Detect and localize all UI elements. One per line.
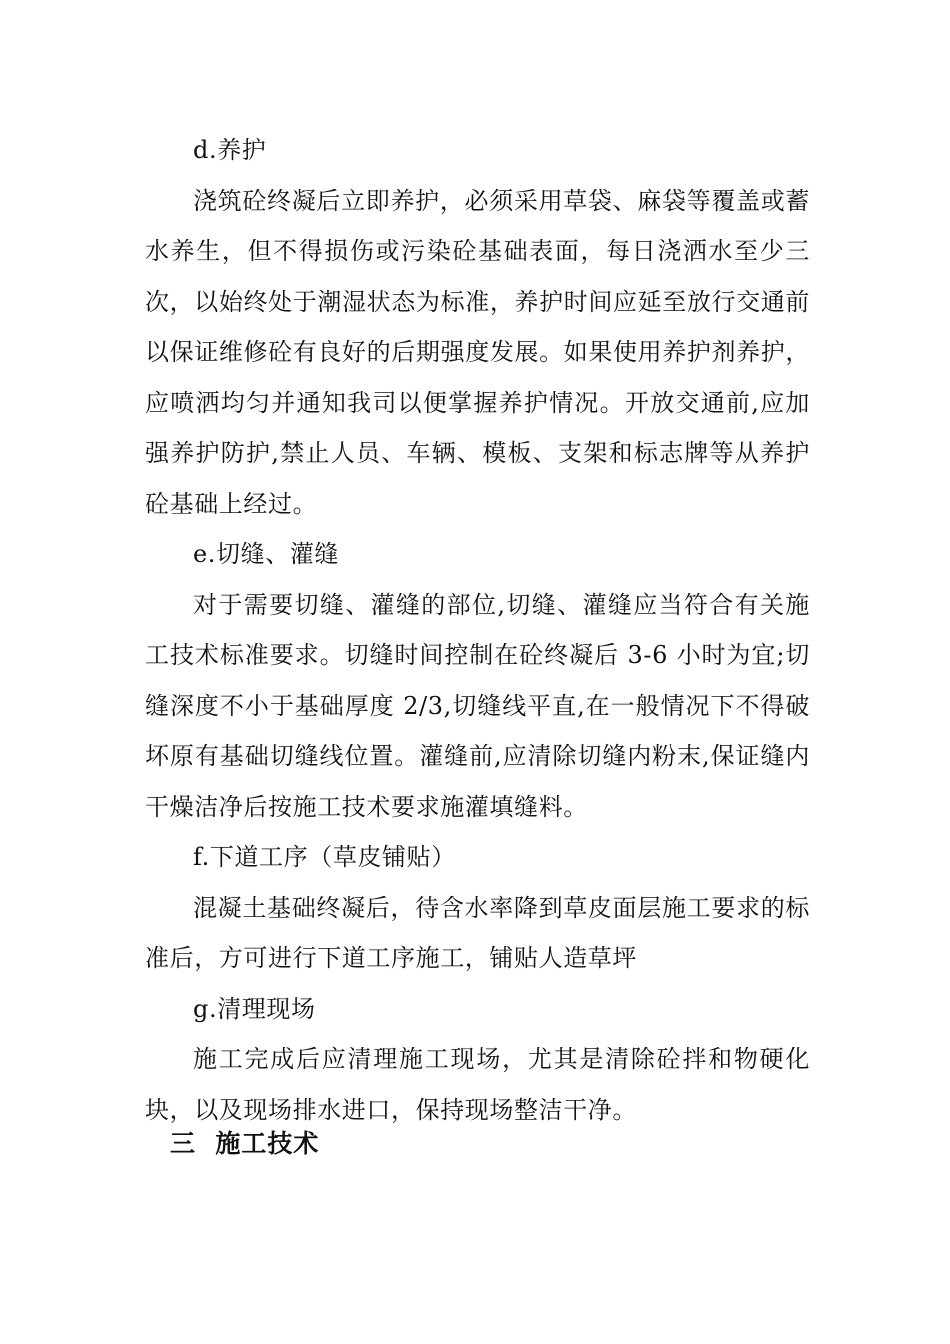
subheading-curing: d.养护 xyxy=(193,136,267,164)
document-body xyxy=(145,125,810,1135)
paragraph-joint-cutting: 对于需要切缝、灌缝的部位,切缝、灌缝应当符合有关施工技术标准要求。切缝时间控制在砼终凝后 3-6 小时为宜;切缝深度不小于基础厚度 2/3,切缝线平直,在一般情况下不得破坏原有基础切缝线位置。灌缝前,应清除切缝内粉末,保证缝内干燥洁净后按施工技术要求施灌填缝料。 xyxy=(145,590,810,821)
subheading-next-process: f.下道工序（草皮铺贴） xyxy=(193,843,456,871)
subheading-joint-cutting: e.切缝、灌缝 xyxy=(193,540,340,568)
paragraph-curing: 浇筑砼终凝后立即养护，必须采用草袋、麻袋等覆盖或蓄水养生，但不得损伤或污染砼基础表面，每日浇洒水至少三次，以始终处于潮湿状态为标准，养护时间应延至放行交通前以保证维修砼有良好的后期强度发展。如果使用养护剂养护，应喷洒均匀并通知我司以便掌握养护情况。开放交通前,应加强养护防护,禁止人员、车辆、模板、支架和标志牌等从养护砼基础上经过。 xyxy=(145,186,810,518)
paragraph-next-process: 混凝土基础终凝后，待含水率降到草皮面层施工要求的标准后，方可进行下道工序施工，铺贴人造草坪 xyxy=(145,893,810,972)
section-heading: 三 施工技术 xyxy=(170,1129,320,1158)
paragraph-site-cleanup: 施工完成后应清理施工现场，尤其是清除砼拌和物硬化块，以及现场排水进口，保持现场整洁干净。 xyxy=(145,1045,810,1124)
subheading-site-cleanup: g.清理现场 xyxy=(193,994,316,1023)
